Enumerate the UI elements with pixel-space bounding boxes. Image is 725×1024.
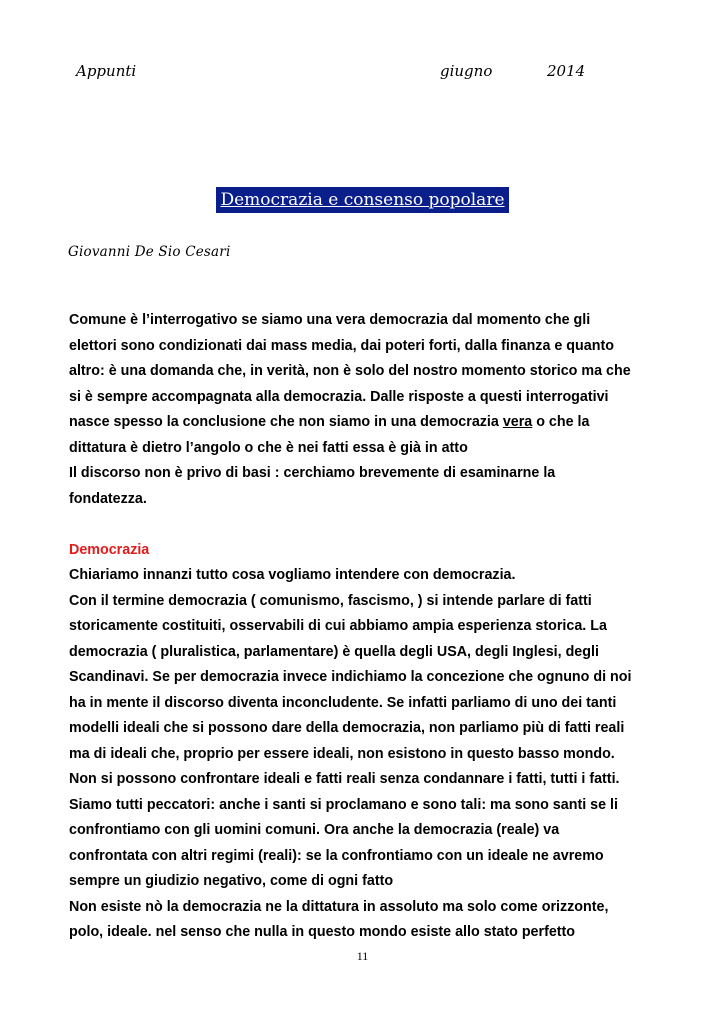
section-line: sempre un giudizio negativo, come di ogni fatto	[69, 873, 394, 889]
intro-line: fondatezza.	[69, 490, 147, 507]
intro-line: elettori sono condizionati dai mass media, dai poteri forti, dalla finanza e quanto	[69, 337, 614, 354]
title-container	[0, 187, 725, 213]
section-line: ha in mente il discorso diventa inconcludente. Se infatti parliamo di uno dei tanti	[69, 694, 617, 711]
intro-text: nasce spesso la conclusione che non siamo in una democrazia	[69, 414, 503, 430]
intro-text: o che la	[532, 414, 590, 430]
page-number: 11	[356, 949, 369, 963]
intro-line: Comune è l’interrogativo se siamo una vera democrazia dal momento che gli	[69, 312, 591, 328]
section-line: Scandinavi. Se per democrazia invece indichiamo la concezione che ognuno di noi	[69, 669, 632, 685]
section-line: polo, ideale. nel senso che nulla in questo mondo esiste allo stato perfetto	[69, 924, 576, 940]
intro-line: altro: è una domanda che, in verità, non è solo del nostro momento storico ma che	[69, 363, 631, 379]
header-label: Appunti	[76, 62, 137, 80]
section-line: democrazia ( pluralistica, parlamentare) è quella degli USA, degli Inglesi, degli	[69, 643, 599, 660]
section-line: modelli ideali che si possono dare della democrazia, non parliamo più di fatti reali	[69, 720, 625, 736]
section-heading: Democrazia	[69, 541, 150, 558]
section-line: Con il termine democrazia ( comunismo, fascismo, ) si intende parlare di fatti	[69, 592, 592, 609]
author-name: Giovanni De Sio Cesari	[68, 244, 231, 260]
running-header	[0, 62, 725, 86]
header-month: giugno	[440, 62, 493, 80]
section-line: confrontiamo con gli uomini comuni. Ora anche la democrazia (reale) va	[69, 822, 560, 838]
paragraph-spacer	[69, 512, 669, 538]
intro-line: Il discorso non è privo di basi : cerchiamo brevemente di esaminarne la	[69, 465, 556, 481]
article-body	[69, 308, 669, 946]
article-title: Democrazia e consenso popolare	[216, 187, 508, 213]
underlined-word: vera	[502, 414, 533, 430]
section-line: Siamo tutti peccatori: anche i santi si proclamano e sono tali: ma sono santi se li	[69, 796, 618, 813]
section-line: confrontata con altri regimi (reali): se la confrontiamo con un ideale ne avremo	[69, 847, 604, 864]
section-line: Chiariamo innanzi tutto cosa vogliamo intendere con democrazia.	[69, 567, 516, 583]
section-line: Non si possono confrontare ideali e fatti reali senza condannare i fatti, tutti i fatti.	[69, 771, 620, 787]
intro-line	[69, 410, 669, 436]
intro-line: dittatura è dietro l’angolo o che è nei fatti essa è già in atto	[69, 439, 468, 456]
header-year: 2014	[547, 62, 586, 80]
section-line: storicamente costituiti, osservabili di cui abbiamo ampia esperienza storica. La	[69, 618, 607, 634]
section-line: Non esiste nò la democrazia ne la dittatura in assoluto ma solo come orizzonte,	[69, 898, 609, 915]
intro-line: si è sempre accompagnata alla democrazia. Dalle risposte a questi interrogativi	[69, 388, 609, 405]
section-line: ma di ideali che, proprio per essere ideali, non esistono in questo basso mondo.	[69, 745, 615, 762]
